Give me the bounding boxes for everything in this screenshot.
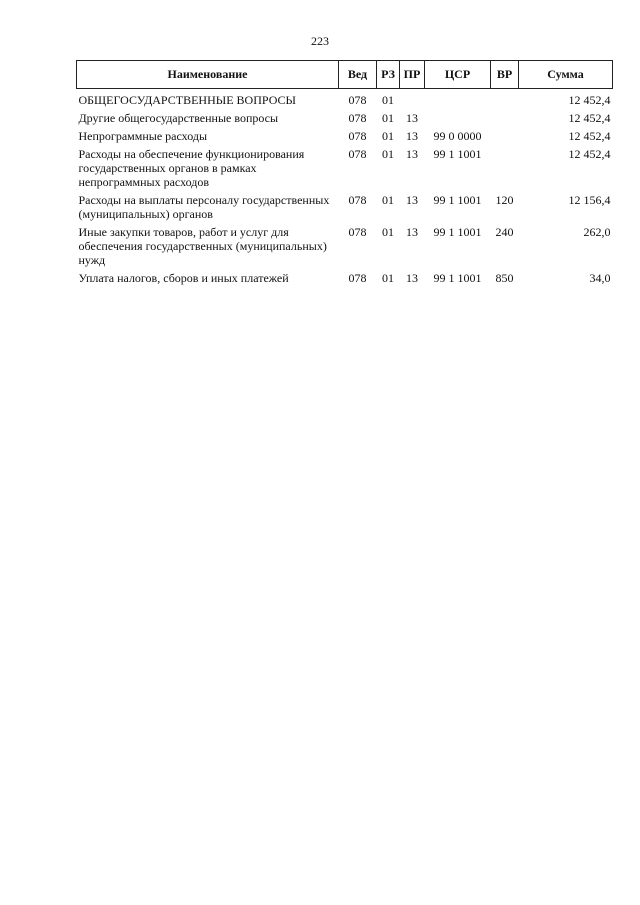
row-sum: 12 156,4: [568, 193, 611, 207]
row-ved: 078: [348, 111, 367, 125]
row-ved: 078: [348, 93, 367, 107]
table-row: [77, 128, 613, 146]
row-ved: 078: [348, 271, 367, 285]
row-ved: 078: [348, 225, 367, 239]
row-rz: 01: [382, 111, 394, 125]
row-rz: 01: [382, 193, 394, 207]
row-pr: 13: [406, 147, 418, 161]
row-vr: 120: [495, 193, 514, 207]
row-rz: 01: [382, 147, 394, 161]
row-rz: 01: [382, 271, 394, 285]
row-pr: 13: [406, 193, 418, 207]
row-ved: 078: [348, 147, 367, 161]
row-pr: 13: [406, 129, 418, 143]
page-number: 223: [311, 34, 329, 48]
row-csr: 99 1 1001: [433, 225, 482, 239]
row-ved: 078: [348, 129, 367, 143]
row-name: Расходы на обеспечение функционирования государственных органов в рамках непрограммных расходов: [78, 147, 305, 189]
row-name: Иные закупки товаров, работ и услуг для обеспечения государственных (муниципальных) нужд: [78, 225, 327, 267]
row-csr: [425, 89, 491, 111]
row-rz: 01: [382, 93, 394, 107]
header-csr: ЦСР: [425, 61, 491, 89]
row-pr: 13: [406, 271, 418, 285]
row-sum: 12 452,4: [568, 111, 611, 125]
row-csr: 99 1 1001: [433, 147, 482, 161]
row-vr: 240: [495, 225, 514, 239]
row-name: Расходы на выплаты персоналу государственных (муниципальных) органов: [78, 193, 330, 221]
budget-table: [76, 60, 613, 288]
row-name: Другие общегосударственные вопросы: [78, 111, 279, 125]
row-ved: 078: [348, 193, 367, 207]
row-sum: 12 452,4: [568, 129, 611, 143]
row-pr: 13: [406, 111, 418, 125]
table-row: [77, 146, 613, 192]
row-vr: [491, 128, 519, 146]
row-vr: [491, 89, 519, 111]
header-ved: Вед: [339, 61, 377, 89]
table-header-row: [77, 61, 613, 89]
row-pr: [400, 89, 425, 111]
table-row: [77, 192, 613, 224]
row-sum: 12 452,4: [568, 93, 611, 107]
row-name: ОБЩЕГОСУДАРСТВЕННЫЕ ВОПРОСЫ: [78, 93, 296, 107]
row-vr: [491, 110, 519, 128]
row-csr: [425, 110, 491, 128]
header-pr: ПР: [400, 61, 425, 89]
table-row: [77, 224, 613, 270]
row-csr: 99 1 1001: [433, 193, 482, 207]
row-sum: 12 452,4: [568, 147, 611, 161]
row-name: Уплата налогов, сборов и иных платежей: [78, 271, 289, 285]
table-row: [77, 110, 613, 128]
header-vr: ВР: [491, 61, 519, 89]
header-name: Наименование: [77, 61, 339, 89]
header-sum: Сумма: [519, 61, 613, 89]
row-vr: [491, 146, 519, 192]
header-rz: РЗ: [377, 61, 400, 89]
row-rz: 01: [382, 129, 394, 143]
table-row: [77, 270, 613, 288]
row-vr: 850: [495, 271, 514, 285]
row-name: Непрограммные расходы: [78, 129, 208, 143]
table-row: [77, 89, 613, 111]
row-csr: 99 1 1001: [433, 271, 482, 285]
row-sum: 262,0: [583, 225, 611, 239]
row-csr: 99 0 0000: [433, 129, 482, 143]
row-rz: 01: [382, 225, 394, 239]
row-sum: 34,0: [589, 271, 611, 285]
row-pr: 13: [406, 225, 418, 239]
